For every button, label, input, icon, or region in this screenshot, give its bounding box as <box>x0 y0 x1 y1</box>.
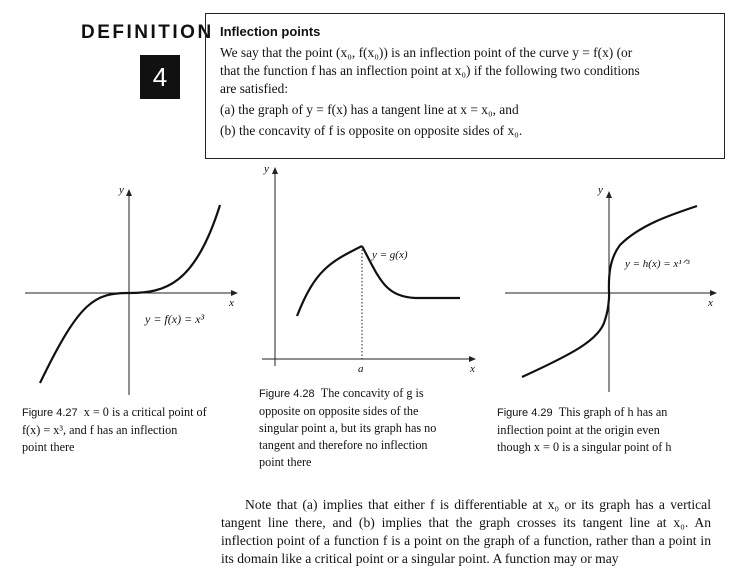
tick-label-a: a <box>358 363 364 375</box>
definition-line-3: are satisfied: <box>220 81 289 96</box>
condition-b: (b) the concavity of f is opposite on opposite sides of x₀. <box>220 123 523 138</box>
caption-figure-4-29 <box>497 404 727 456</box>
definition-line-1: We say that the point (x₀, f(x₀)) is an inflection point of the curve y = f(x) (or <box>220 45 633 60</box>
y-axis-label: y <box>598 184 603 196</box>
definition-label: DEFINITION <box>81 22 214 43</box>
caption-line-3: though x = 0 is a singular point of h <box>497 440 672 454</box>
caption-line-5: point there <box>259 455 312 469</box>
caption-figure-4-27 <box>22 404 242 456</box>
caption-line-1: This graph of h has an <box>558 405 668 419</box>
g-curve-left <box>297 246 362 316</box>
caption-line-4: tangent and therefore no inflection <box>259 438 428 452</box>
y-axis-arrow <box>606 191 612 198</box>
body-paragraph: Note that (a) implies that either f is differentiable at x₀ or its graph has a vertical tangent line there, and (b) implies that the graph crosses its tangent line at x₀. An inflection point of a function f is a point on the graph of a function, rather than a point in its domain like a critical point or a singular point. A function may or may <box>221 497 711 566</box>
caption-line-2: inflection point at the origin even <box>497 423 660 437</box>
x-axis-label: x <box>708 297 713 309</box>
x-axis-arrow <box>231 290 238 296</box>
y-axis-arrow <box>272 167 278 174</box>
y-axis-label: y <box>264 163 269 175</box>
condition-a: (a) the graph of y = f(x) has a tangent line at x = x₀, and <box>220 102 519 117</box>
definition-title: Inflection points <box>220 24 321 39</box>
y-axis-label: y <box>119 184 124 196</box>
definition-number: 4 <box>140 55 180 99</box>
x-axis-arrow <box>469 356 476 362</box>
caption-number: Figure 4.28 <box>259 388 315 400</box>
x-axis-label: x <box>229 297 234 309</box>
caption-line-3: point there <box>22 440 75 454</box>
caption-line-2: opposite on opposite sides of the <box>259 404 419 418</box>
cubic-curve <box>40 205 220 383</box>
definition-box <box>205 13 725 159</box>
x-axis-arrow <box>710 290 717 296</box>
caption-line-1: x = 0 is a critical point of <box>83 405 207 419</box>
curve-label: y = g(x) <box>372 249 408 261</box>
definition-line-2: that the function f has an inflection point at x₀) if the following two conditions <box>220 63 640 78</box>
caption-line-2: f(x) = x³, and f has an inflection <box>22 423 178 437</box>
caption-figure-4-28 <box>259 385 479 471</box>
x-axis-label: x <box>470 363 475 375</box>
cube-root-curve <box>522 206 697 377</box>
caption-number: Figure 4.29 <box>497 407 553 419</box>
caption-line-1: The concavity of g is <box>320 386 424 400</box>
g-curve-right <box>362 246 460 298</box>
caption-number: Figure 4.27 <box>22 407 78 419</box>
curve-label: y = h(x) = x¹ᐟ³ <box>625 258 690 270</box>
caption-line-3: singular point a, but its graph has no <box>259 421 437 435</box>
curve-label: y = f(x) = x³ <box>145 312 205 326</box>
y-axis-arrow <box>126 189 132 196</box>
